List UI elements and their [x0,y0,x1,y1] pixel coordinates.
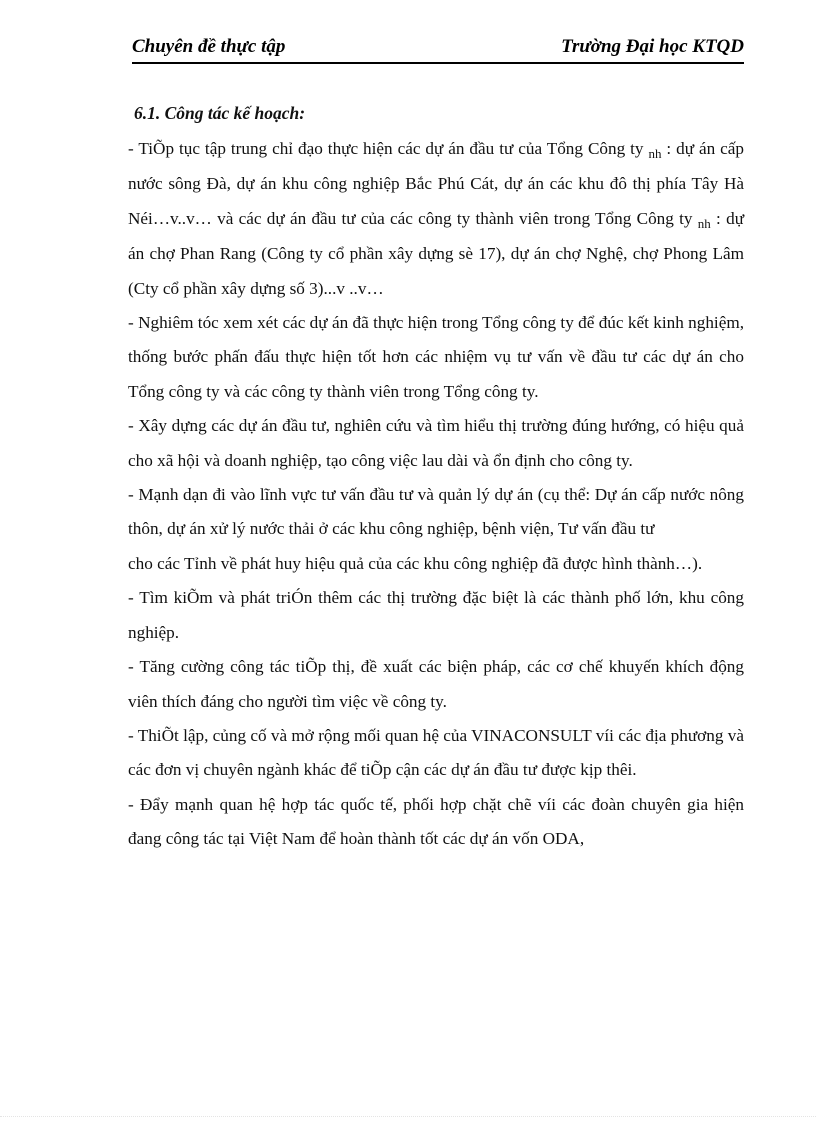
paragraph-1-part-c: : dự án chợ Phan Rang (Công ty cổ phần xây dựng sè 17), dự án chợ Nghệ, chợ Phong Lâm (Cty cổ phần xây dựng số 3)...v ..v… [128,208,745,298]
paragraph-9: - Đẩy mạnh quan hệ hợp tác quốc tế, phối hợp chặt chẽ víi các đoàn chuyên gia hiện đang công tác tại Việt Nam để hoàn thành tốt các dự án vốn ODA, [128,794,744,849]
paragraph-1-part-a: - TiÕp tục tập trung chỉ đạo thực hiện các dự án đầu tư của Tổng Công ty [128,139,644,158]
header-left-title: Chuyên đề thực tập [132,36,286,57]
section-heading: 6.1. Công tác kế hoạch: [134,103,306,123]
header-right-title: Trường Đại học KTQD [561,36,744,57]
paragraph-5: cho các Tỉnh về phát huy hiệu quả của các khu công nghiệp đã được hình thành…). [128,553,703,573]
paragraph-1-part-b: : dự án cấp nước sông Đà, dự án khu công nghiệp Bắc Phú Cát, dự án các khu đô thị phía Tây Hà Néi…v..v… và các dự án đầu tư của các công ty thành viên trong Tổng Công ty [128,139,744,228]
paragraph-3: - Xây dựng các dự án đầu tư, nghiên cứu và tìm hiểu thị trường đúng hướng, có hiệu quả cho xã hội và doanh nghiệp, tạo công việc lau dài và ổn định cho công ty. [128,416,744,470]
paragraph-1-sub-2: nh [697,215,711,231]
paragraph-1 [128,132,744,306]
paragraph-2: - Nghiêm tóc xem xét các dự án đã thực hiện trong Tổng công ty để đúc kết kinh nghiệm, thống bước phấn đấu thực hiện tốt hơn các nhiệm vụ tư vấn về đầu tư các dự án cho Tổng công ty và các công ty thành viên trong Tổng công ty. [128,313,744,401]
paragraph-8: - ThiÕt lập, củng cố và mở rộng mối quan hệ của VINACONSULT víi các địa phương và các đơn vị chuyên ngành khác để tiÕp cận các dự án đầu tư được kịp thêi. [128,725,744,780]
page-bottom-divider [0,1116,816,1117]
paragraph-6: - Tìm kiÕm và phát triÓn thêm các thị trường đặc biệt là các thành phố lớn, khu công nghiệp. [128,588,744,642]
paragraph-4: - Mạnh dạn đi vào lĩnh vực tư vấn đầu tư và quản lý dự án (cụ thể: Dự án cấp nước nông thôn, dự án xử lý nước thải ở các khu công nghiệp, bệnh viện, Tư vấn đầu tư [128,485,744,539]
paragraph-7: - Tăng cường công tác tiÕp thị, đề xuất các biện pháp, các cơ chế khuyến khích động viên thích đáng cho người tìm việc về công ty. [128,657,744,711]
page-content [128,98,744,857]
page-header [132,36,744,64]
paragraph-1-sub-1: nh [648,146,662,161]
